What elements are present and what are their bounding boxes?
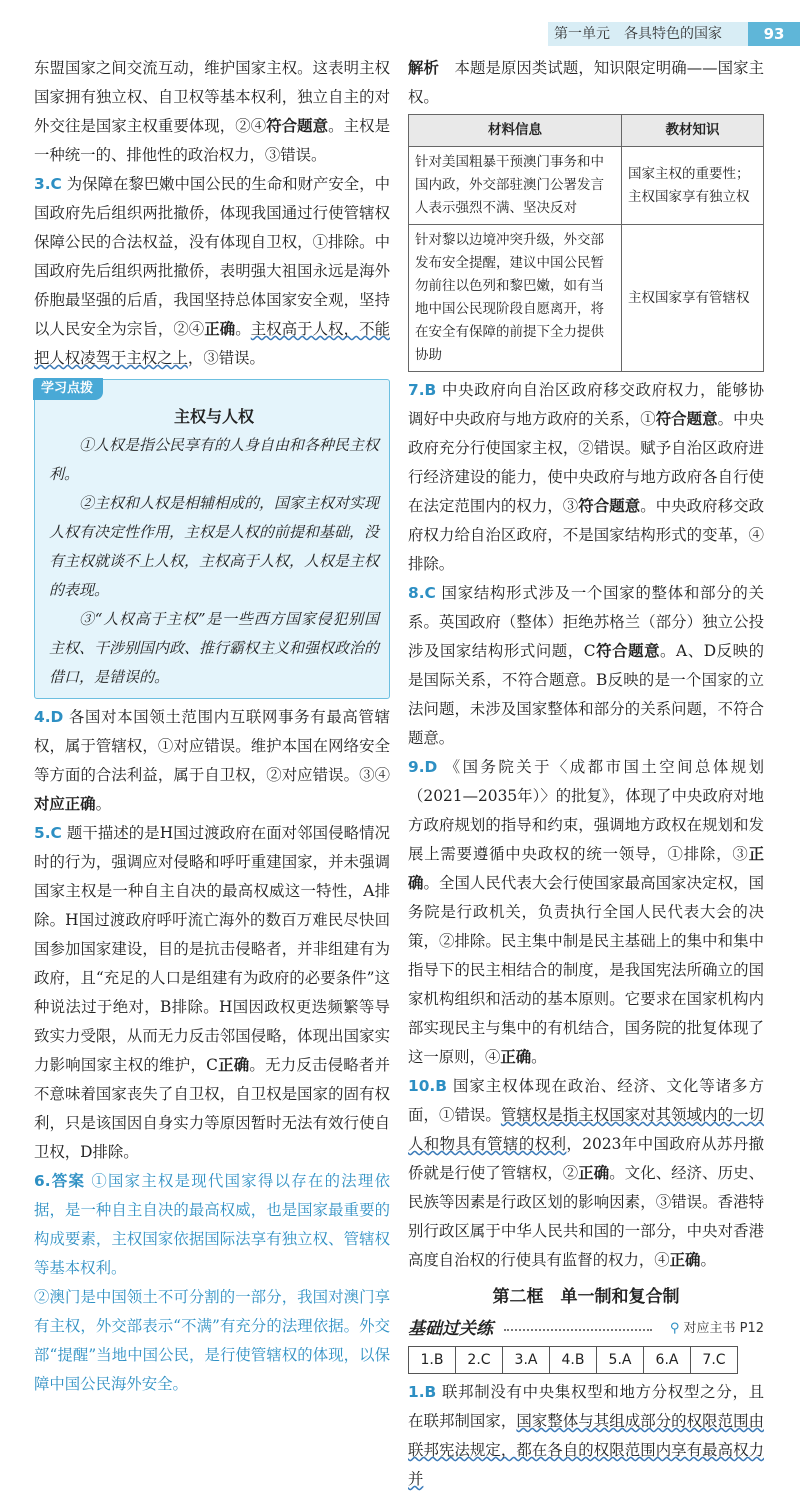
unit-title: 第一单元 各具特色的国家 <box>554 26 722 42</box>
table-cell: 针对黎以边境冲突升级，外交部发布安全提醒，建议中国公民暂勿前往以色列和黎巴嫩，如有当地中国公民现阶段自愿离开，将在安全有保障的前提下全力提供协助 <box>409 225 622 372</box>
basic-practice-label: 基础过关练 <box>408 1319 493 1339</box>
table-header: 教材知识 <box>622 115 764 147</box>
running-header <box>548 22 800 46</box>
material-knowledge-table <box>408 114 764 372</box>
dotted-divider <box>504 1329 652 1331</box>
question-4: 4.D 各国对本国领土范围内互联网事务有最高管辖权，属于管辖权，①对应错误。维护本国在网络安全等方面的合法利益，属于自卫权，②对应错误。③④对应正确。 <box>34 708 390 813</box>
textbook-reference: ⚲ 对应主书 P12 <box>669 1321 764 1336</box>
answer-cell: 4.B <box>550 1347 597 1374</box>
question-number: 1.B <box>408 1383 437 1401</box>
analysis: 解析 本题是原因类试题，知识限定明确——国家主权。 <box>408 59 764 106</box>
answer-cell: 2.C <box>456 1347 503 1374</box>
answer-cell: 5.A <box>597 1347 644 1374</box>
magnifier-icon: ⚲ <box>669 1321 680 1336</box>
question-10: 10.B 国家主权体现在政治、经济、文化等诸多方面，①错误。管辖权是指主权国家对其领域内的一切人和物具有管辖的权利，2023年中国政府从苏丹撤侨就是行使了管辖权，②正确。文化、经济、历史、民族等因素是行政区划的影响因素，③错误。香港特别行政区属于中华人民共和国的一部分，中央对香港高度自治权的行使具有监督的权力，④正确。 <box>408 1077 764 1269</box>
question-6: 6.答案 ①国家主权是现代国家得以存在的法理依据，是一种自主自决的最高权威，也是国家最重要的构成要素，主权国家依据国际法享有独立权、管辖权等基本权利。 <box>34 1172 390 1277</box>
right-column <box>408 54 764 1494</box>
question-number: 8.C <box>408 584 436 602</box>
question-8: 8.C 国家结构形式涉及一个国家的整体和部分的关系。英国政府（整体）拒绝苏格兰（部分）独立公投涉及国家结构形式问题，C符合题意。A、D反映的是国际关系，不符合题意。B反映的是一个国家的立法问题，未涉及国家整体和部分的关系问题，不符合题意。 <box>408 584 764 747</box>
question-number: 10.B <box>408 1077 447 1095</box>
left-column <box>34 54 390 1399</box>
study-tip-point: ①人权是指公民享有的人身自由和各种民主权利。 <box>49 436 380 483</box>
question-9: 9.D 《国务院关于〈成都市国土空间总体规划（2021—2035年）〉的批复》，体现了中央政府对地方政府规划的指导和约束，强调地方政权在规划和发展上需要遵循中央政权的统一领导，①排除，③正确。全国人民代表大会行使国家最高国家决定权，国务院是行政机关，负责执行全国人民代表大会的决策，②排除。民主集中制是民主基础上的集中和集中指导下的民主相结合的制度，是我国宪法所确立的国家机构组织和活动的基本原则。它要求在国家机构内部实现民主与集中的有机结合，国务院的批复体现了这一原则，④正确。 <box>408 758 764 1066</box>
question-number: 5.C <box>34 824 62 842</box>
study-tip-point: ③“人权高于主权”是一些西方国家侵犯别国主权、干涉别国内政、推行霸权主义和强权政治的借口，是错误的。 <box>49 610 380 686</box>
table-header: 材料信息 <box>409 115 622 147</box>
question-1: 1.B 联邦制没有中央集权型和地方分权型之分，且在联邦制国家，国家整体与其组成部分的权限范围由联邦宪法规定，都在各自的权限范围内享有最高权力并 <box>408 1383 764 1488</box>
question-number: 4.D <box>34 708 64 726</box>
table-row <box>409 147 764 225</box>
question-7: 7.B 中央政府向自治区政府移交政府权力，能够协调好中央政府与地方政府的关系，①符合题意。中央政府充分行使国家主权，②错误。赋予自治区政府进行经济建设的能力，使中央政府与地方政府各自行使在法定范围内的权力，③符合题意。中央政府移交政府权力给自治区政府，不是国家结构形式的变革，④排除。 <box>408 381 764 573</box>
question-number: 3.C <box>34 175 62 193</box>
question-number: 9.D <box>408 758 438 776</box>
table-cell: 针对美国粗暴干预澳门事务和中国内政，外交部驻澳门公署发言人表示强烈不满、坚决反对 <box>409 147 622 225</box>
question-3: 3.C 为保障在黎巴嫩中国公民的生命和财产安全，中国政府先后组织两批撤侨，体现我国通过行使管辖权保障公民的合法权益，没有体现自卫权，①排除。中国政府先后组织两批撤侨，表明强大祖国永远是海外侨胞最坚强的后盾，我国坚持总体国家安全观，坚持以人民安全为宗旨，②④正确。主权高于人权，不能把人权凌驾于主权之上，③错误。 <box>34 175 390 367</box>
table-row <box>409 225 764 372</box>
question-number: 7.B <box>408 381 437 399</box>
table-cell: 国家主权的重要性；主权国家享有独立权 <box>622 147 764 225</box>
question-number: 6.答案 <box>34 1172 86 1190</box>
answer-cell: 1.B <box>409 1347 456 1374</box>
answer-cell: 6.A <box>644 1347 691 1374</box>
study-tip-box <box>34 379 390 699</box>
answer-key-table <box>408 1346 738 1374</box>
section-title: 第二框 单一制和复合制 <box>492 1287 680 1307</box>
study-tip-tag: 学习点拨 <box>33 378 103 400</box>
study-tip-point: ②主权和人权是相辅相成的，国家主权对实现人权有决定性作用，主权是人权的前提和基础，没有主权就谈不上人权，主权高于人权，人权是主权的表现。 <box>49 494 380 599</box>
answer-cell: 7.C <box>691 1347 738 1374</box>
question-5: 5.C 题干描述的是H国过渡政府在面对邻国侵略情况时的行为，强调应对侵略和呼吁重建国家，并未强调国家主权是一种自主自决的最高权威这一特性，A排除。H国过渡政府呼吁流亡海外的数百万难民尽快回国参加国家建设，目的是抗击侵略者，并非组建有为政府，且“充足的人口是组建有为政府的必要条件”这种说法过于绝对，B排除。H国因政权更迭频繁等导致实力受限，从而无力反击邻国侵略，体现出国家实力影响国家主权的维护，C正确。无力反击侵略者并不意味着国家丧失了自卫权，自卫权是国家的固有权利，只是该国因自身实力等原因暂时无法有效行使自卫权，D排除。 <box>34 824 390 1161</box>
study-tip-title: 主权与人权 <box>173 407 254 426</box>
question-6-point-2: ②澳门是中国领土不可分割的一部分，我国对澳门享有主权，外交部表示“不满”有充分的法理依据。外交部“提醒”当地中国公民，是行使管辖权的体现，以保障中国公民海外安全。 <box>34 1288 390 1393</box>
paragraph-top: 东盟国家之间交流互动，维护国家主权。这表明主权国家拥有独立权、自卫权等基本权利，独立自主的对外交往是国家主权重要体现，②④符合题意。主权是一种统一的、排他性的政治权力，③错误。 <box>34 59 390 164</box>
table-cell: 主权国家享有管辖权 <box>622 225 764 372</box>
answer-cell: 3.A <box>503 1347 550 1374</box>
page-number: 93 <box>748 22 800 46</box>
basic-practice-bar <box>408 1316 764 1342</box>
